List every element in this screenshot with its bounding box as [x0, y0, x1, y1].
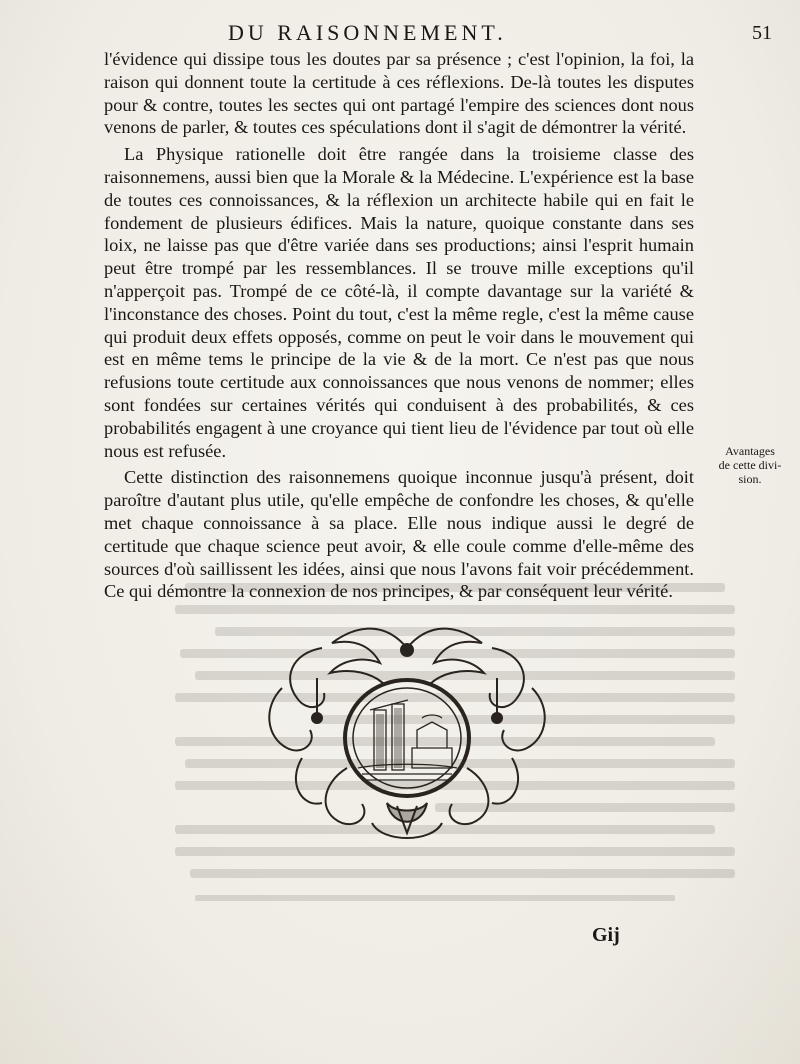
paragraph-3: Cette distinction des raisonnemens quoique inconnue jusqu'à présent, doit paroître d'autant plus utile, qu'elle empêche de confondre les choses, & qu'elle met chaque connoissance à sa place. Elle nous indique aussi le degré de certitude que chaque science peut avoir, & elle coule comme d'elle-même des sources d'où saillissent les idées, ainsi que nous l'avons fait voir précédemment. Ce qui démontre la connexion de nos principes, & par conséquent leur vérité. — [104, 467, 694, 602]
margin-note — [702, 444, 798, 486]
margin-note-line: de cette divi- — [718, 458, 782, 472]
body-text — [104, 48, 694, 607]
ornamental-vignette — [262, 618, 552, 848]
running-head — [0, 16, 800, 46]
signature-mark: Gij — [592, 924, 620, 946]
page-number: 51 — [752, 22, 772, 44]
margin-note-line: Avantages — [725, 444, 775, 458]
paragraph-2: La Physique rationelle doit être rangée dans la troisieme classe des raisonnemens, aussi bien que la Morale & la Médecine. L'expérience est la base de toutes ces connoissances, & la réflexion un architecte habile qui en fait le fondement de plusieurs édifices. Mais la nature, quoique constante dans ses loix, ne laisse pas que d'être variée dans ses productions; ainsi l'esprit humain peut être trompé par les ressemblances. Il se trouve mille exceptions qu'il n'apperçoit pas. Trompé de ce côté-là, il compte davantage sur la variété & l'inconstance des choses. Point du tout, c'est la même regle, c'est la même cause qui produit deux effets opposés, comme on peut le voir dans le mouvement qui est en même tems le principe de la vie & de la mort. Ce n'est pas que nous refusions toute certitude aux connoissances que nous venons de nommer; elles sont fondées sur certaines vérités qui conduisent à des probabilités, & ces probabilités engagent à une croyance qui tient lieu de l'évidence par tout où elle nous est refusée. — [104, 144, 694, 461]
paragraph-1: l'évidence qui dissipe tous les doutes par sa présence ; c'est l'opinion, la foi, la raison qui donnent toute la certitude à ces réflexions. De-là toutes les disputes pour & contre, toutes les sectes qui ont partagé l'empire des sciences dont nous venons de parler, & toutes ces spéculations dont il s'agit de démontrer la vérité. — [104, 49, 694, 138]
margin-note-line: sion. — [738, 472, 762, 486]
running-title: DU RAISONNEMENT. — [228, 20, 507, 45]
